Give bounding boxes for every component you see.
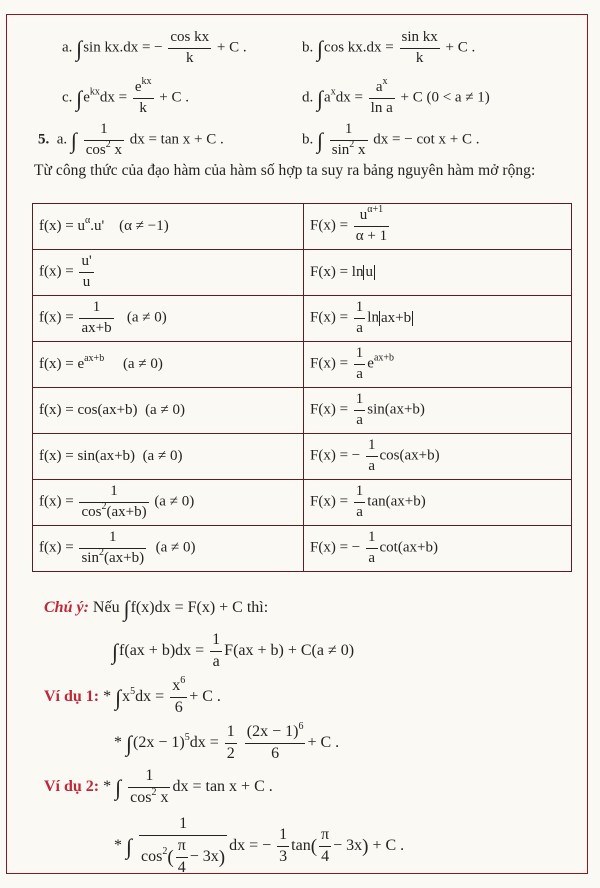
table-row (33, 250, 572, 296)
table-cell-F: F(x) = ln u (304, 250, 572, 296)
table-cell-F: F(x) = $\frac{u^{\alpha+1}}{\alpha + 1}$ (304, 204, 572, 250)
table-row (33, 526, 572, 572)
table-cell-f: f(x) = cos(ax+b) (a ≠ 0) (33, 388, 304, 434)
antiderivative-table (32, 203, 572, 572)
formula-4b: b. ∫cos kx.dx = $\frac{\text{sin kx}}{k}$ + C . (302, 29, 476, 66)
note-label: Chú ý: (44, 599, 89, 616)
table-cell-f: $f(x) = e^{ax+b}$ (a ≠ 0) (33, 342, 304, 388)
example2-label: Ví dụ 2: (44, 777, 100, 795)
table-cell-F: F(x) = − $\frac{1}{a}$ cos(ax+b) (304, 434, 572, 480)
formula-4a: a. ∫sin kx.dx = − $\frac{\text{cos kx}}{k}$ + C . (62, 29, 247, 66)
table-cell-f: f(x) = $\frac{1}{ax+b}$ (a ≠ 0) (33, 296, 304, 342)
example1-label: Ví dụ 1: (44, 687, 100, 705)
formula-5a: 5. a. ∫ $\frac{1}{\cos^2 x}$ dx = tan x + C . (38, 121, 224, 158)
formula-5b: b. ∫ $\frac{1}{\sin^2 x}$ dx = − cot x + C . (302, 121, 480, 158)
example1-line2: * $\int(2x - 1)^5dx$ = $\frac{1}{2}$ $\frac{(2x - 1)^6}{6}$ + C . (114, 721, 340, 762)
table-row (33, 480, 572, 526)
example2-line2: * ∫ 1 $\cos^2$( $\frac{\pi}{4}$ − 3x) dx = − $\frac{1}{3}$ tan( $\frac{\pi}{4}$ − 3x) + C . (114, 815, 405, 876)
intro-text: Từ công thức của đạo hàm của hàm số hợp ta suy ra bảng nguyên hàm mở rộng: (34, 162, 536, 179)
table-cell-F: F(x) = $\frac{1}{a}$ sin(ax+b) (304, 388, 572, 434)
table-row (33, 342, 572, 388)
table-cell-f: f(x) = $\frac{1}{\cos^2(ax+b)}$ (a ≠ 0) (33, 480, 304, 526)
example2-line1: Ví dụ 2: * ∫ $\frac{1}{\cos^2 x}$ dx = tan x + C . (44, 767, 273, 806)
table-cell-F: F(x) = $\frac{1}{a}$ $e^{ax+b}$ (304, 342, 572, 388)
table-cell-F: F(x) = − $\frac{1}{a}$ cot(ax+b) (304, 526, 572, 572)
table-row (33, 388, 572, 434)
formula-4c: c. $\int e^{kx}dx$ = $\frac{e^{kx}}{k}$ + C . (62, 76, 189, 116)
table-cell-F: F(x) = $\frac{1}{a}$ ln ax+b (304, 296, 572, 342)
note-formula: ∫f(ax + b)dx = $\frac{1}{a}$ F(ax + b) + C(a ≠ 0) (112, 631, 355, 670)
table-cell-f: f(x) = sin(ax+b) (a ≠ 0) (33, 434, 304, 480)
example1-line1: Ví dụ 1: * $\int x^5dx$ = $\frac{x^6}{6}$ + C . (44, 675, 221, 716)
table-row (33, 434, 572, 480)
table-row (33, 204, 572, 250)
table-cell-f: $f(x) = u^\alpha.u'$ (α ≠ −1) (33, 204, 304, 250)
formula-4d: d. $\int a^xdx$ = $\frac{a^x}{\text{ln a}}$ + C (0 < a ≠ 1) (302, 76, 490, 116)
table-row (33, 296, 572, 342)
table-cell-f: f(x) = $\frac{1}{\sin^2(ax+b)}$ (a ≠ 0) (33, 526, 304, 572)
note-line: Chú ý: Nếu ∫f(x)dx = F(x) + C thì: (44, 596, 269, 621)
table-cell-f: f(x) = $\frac{u'}{u}$ (33, 250, 304, 296)
table-cell-F: F(x) = $\frac{1}{a}$ tan(ax+b) (304, 480, 572, 526)
